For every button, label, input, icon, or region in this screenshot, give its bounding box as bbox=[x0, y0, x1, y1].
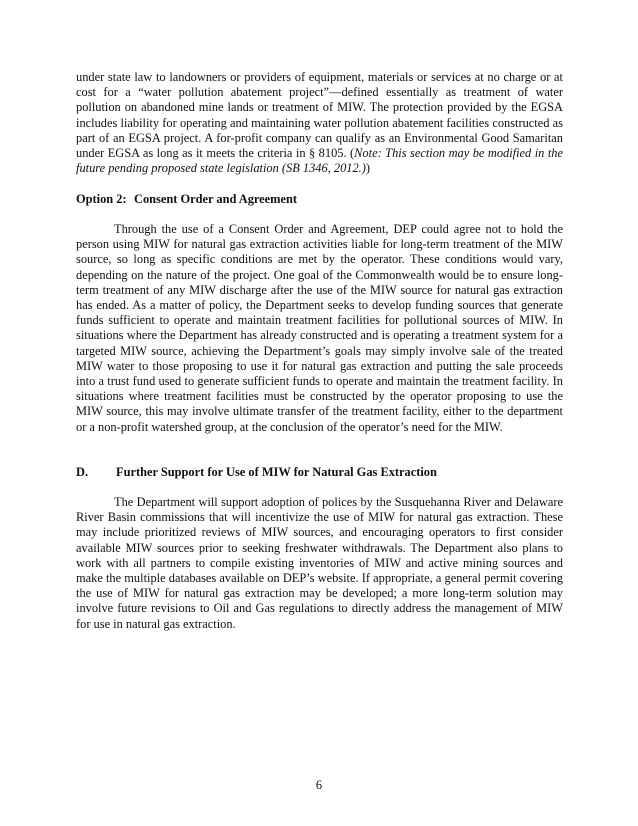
intro-paragraph bbox=[76, 70, 563, 176]
option2-title: Consent Order and Agreement bbox=[134, 192, 298, 206]
intro-close: ) bbox=[365, 161, 371, 176]
intro-text: under state law to landowners or providers of equipment, materials or services at no charge or at cost for a “water pollution abatement project”—defined essentially as treatment of water pollution on abandoned mine lands or treatment of MIW. The protection provided by the EGSA includes liability for operating and maintaining water pollution abatement facilities constructed as part of an EGSA project. A for-profit company can qualify as an Environmental Good Samaritan under EGSA as long as it meets the criteria in § 8105. ( bbox=[76, 70, 563, 161]
section-d-title: Further Support for Use of MIW for Natural Gas Extraction bbox=[116, 465, 437, 479]
section-d-heading bbox=[76, 465, 563, 480]
option2-heading bbox=[76, 192, 563, 207]
section-d-label: D. bbox=[76, 465, 89, 479]
option2-paragraph: Through the use of a Consent Order and Agreement, DEP could agree not to hold the person using MIW for natural gas extraction activities liable for long-term treatment of the MIW source, so long as specific conditions are met by the operator. These conditions would vary, depending on the nature of the project. One goal of the Commonwealth would be to ensure long-term treatment of any MIW discharge after the use of the MIW source for natural gas extraction has ended. As a matter of policy, the Department seeks to develop funding sources that generate funds sufficient to operate and maintain treatment facilities for pollutional sources of MIW. In situations where the Department has already constructed and is operating a treatment system for a targeted MIW source, achieving the Department’s goals may simply involve sale of the treated MIW water to those proposing to use it for natural gas extraction and putting the sale proceeds into a trust fund used to generate sufficient funds to operate and maintain the treatment facility. In situations where treatment facilities must be constructed by the operator proposing to use the MIW source, this may involve ultimate transfer of the treatment facility, either to the department or a non-profit watershed group, at the conclusion of the operator’s need for the MIW. bbox=[76, 222, 563, 434]
page-number: 6 bbox=[315, 778, 323, 792]
option2-label: Option 2: bbox=[76, 192, 127, 206]
section-d-paragraph: The Department will support adoption of polices by the Susquehanna River and Delaware River Basin commissions that will incentivize the use of MIW for natural gas extraction. These may include prioritized reviews of MIW sources, and encouraging operators to first consider available MIW sources prior to seeking freshwater withdrawals. The Department also plans to work with all partners to compile existing inventories of MIW and active mining sources and make the multiple databases available on DEP’s website. If appropriate, a general permit covering the use of MIW for natural gas extraction may be developed; a more long-term solution may involve future revisions to Oil and Gas regulations to directly address the management of MIW for use in natural gas extraction. bbox=[76, 495, 563, 631]
intro-note: Note: This section may be modified in the future pending proposed state legislation (SB 1346, 2012.) bbox=[76, 146, 563, 176]
